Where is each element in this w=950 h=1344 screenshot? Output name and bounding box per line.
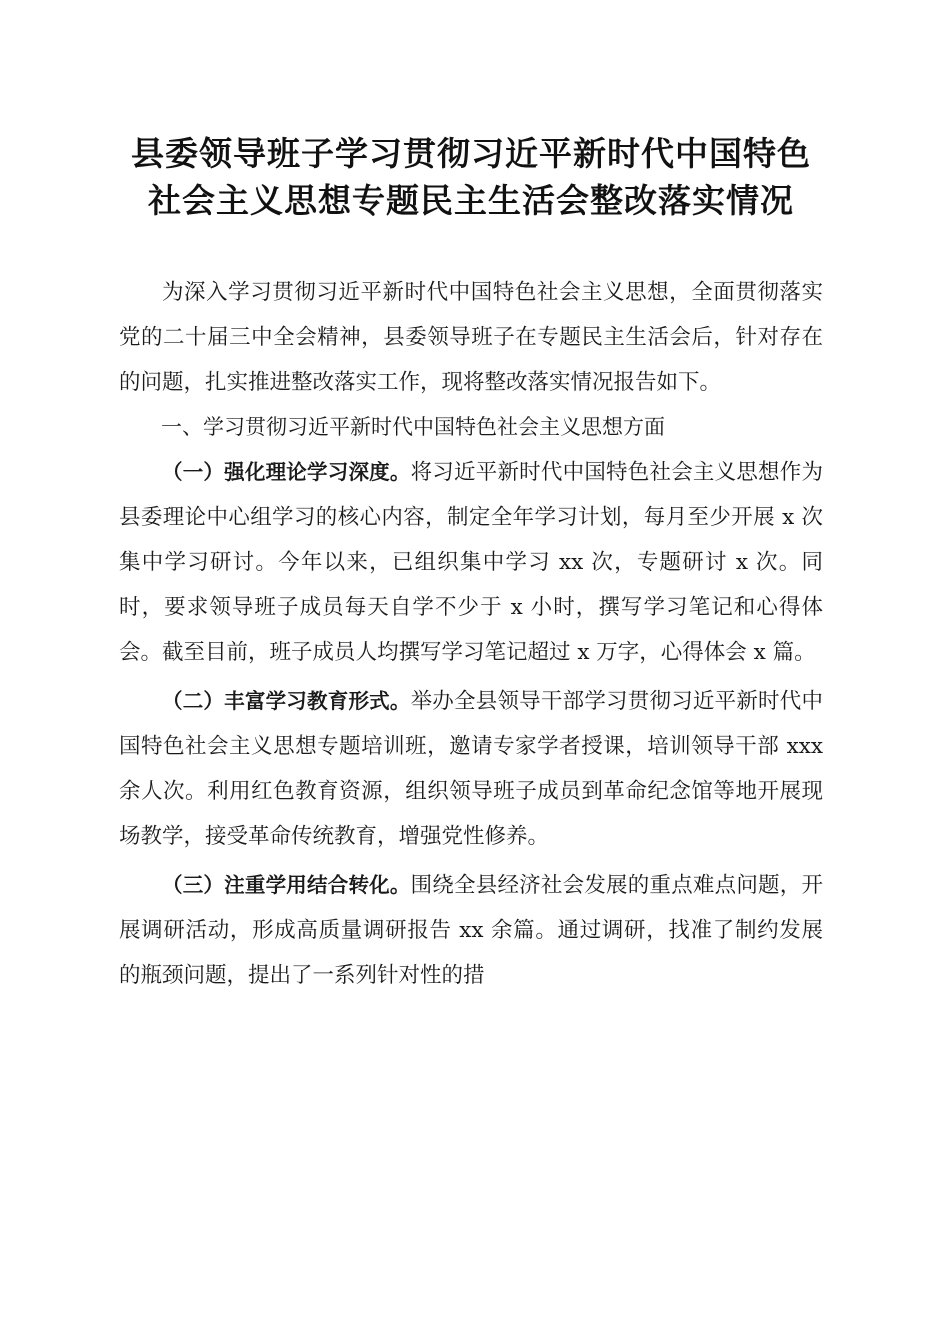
document-body [119, 270, 823, 998]
intro-paragraph: 为深入学习贯彻习近平新时代中国特色社会主义思想，全面贯彻落实党的二十届三中全会精神，县委领导班子在专题民主生活会后，针对存在的问题，扎实推进整改落实工作，现将整改落实情况报告如下。 [119, 280, 823, 395]
title-line-2: 社会主义思想专题民主生活会整改落实情况 [148, 181, 794, 220]
paragraph-item-2 [119, 679, 823, 859]
title-line-1: 县委领导班子学习贯彻习近平新时代中国特色 [131, 134, 811, 173]
item-2-label: （二）丰富学习教育形式。 [162, 689, 411, 713]
document-title [119, 130, 823, 224]
section-heading-1: 一、学习贯彻习近平新时代中国特色社会主义思想方面 [161, 415, 665, 439]
paragraph-item-3 [119, 863, 823, 998]
item-2-text: 举办全县领导干部学习贯彻习近平新时代中国特色社会主义思想专题培训班，邀请专家学者授课，培训领导干部 xxx 余人次。利用红色教育资源，组织领导班子成员到革命纪念馆等地开展现场教学，接受革命传统教育，增强党性修养。 [119, 689, 823, 849]
document-page [119, 130, 823, 998]
item-3-text: 围绕全县经济社会发展的重点难点问题，开展调研活动，形成高质量调研报告 xx 余篇。通过调研，找准了制约发展的瓶颈问题，提出了一系列针对性的措 [119, 873, 823, 988]
paragraph-item-1 [119, 450, 823, 675]
item-1-label: （一）强化理论学习深度。 [162, 460, 411, 484]
item-1-text: 将习近平新时代中国特色社会主义思想作为县委理论中心组学习的核心内容，制定全年学习计划，每月至少开展 x 次集中学习研讨。今年以来，已组织集中学习 xx 次，专题研讨 x 次。同时，要求领导班子成员每天自学不少于 x 小时，撰写学习笔记和心得体会。截至目前，班子成员人均撰写学习笔记超过 x 万字，心得体会 x 篇。 [119, 460, 823, 665]
item-3-label: （三）注重学用结合转化。 [162, 873, 411, 897]
